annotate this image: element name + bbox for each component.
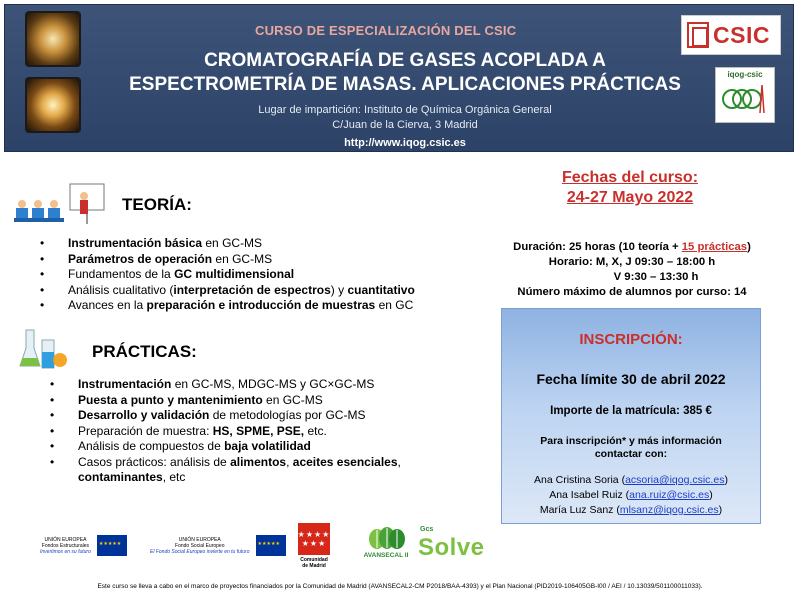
list-item: • Preparación de muestra: HS, SPME, PSE, etc. bbox=[50, 424, 490, 440]
eu-flag-icon bbox=[97, 535, 127, 556]
list-item: • Fundamentos de la GC multidimensional bbox=[40, 267, 480, 283]
list-item: • Casos prácticos: análisis de alimentos, aceites esenciales, contaminantes, etc bbox=[50, 455, 490, 486]
classroom-presentation-icon bbox=[12, 182, 108, 226]
gcs-label: Gcs bbox=[420, 526, 434, 533]
email-link[interactable]: mlsanz@iqog.csic.es bbox=[619, 504, 719, 516]
avansecal-label: AVANSECAL II bbox=[363, 552, 409, 559]
list-item: • Puesta a punto y mantenimiento en GC-MS bbox=[50, 393, 490, 409]
more-info-line2: contactar con: bbox=[594, 448, 668, 460]
course-dates-value: 24-27 Mayo 2022 bbox=[566, 189, 694, 206]
practicas-heading: PRÁCTICAS: bbox=[92, 342, 197, 361]
registration-more-info bbox=[502, 435, 760, 461]
more-info-line1: Para inscripción* y más información bbox=[540, 435, 722, 447]
contact-item: Ana Isabel Ruiz (ana.ruiz@csic.es) bbox=[549, 489, 713, 501]
instrument-photo-bottom bbox=[25, 77, 81, 133]
cam-line1: Comunidad bbox=[300, 557, 328, 563]
eu1-line1: UNIÓN EUROPEA bbox=[44, 536, 87, 543]
eu-structural-funds-logo bbox=[40, 535, 127, 556]
email-link[interactable]: acsoria@iqog.csic.es bbox=[625, 474, 725, 486]
csic-logo bbox=[681, 15, 781, 55]
registration-deadline: Fecha límite 30 de abril 2022 bbox=[536, 371, 726, 387]
header-banner bbox=[4, 4, 794, 152]
eu1-line3: Invertimos en su futuro bbox=[40, 548, 91, 555]
list-item: • Desarrollo y validación de metodologías por GC-MS bbox=[50, 408, 490, 424]
contact-list bbox=[502, 473, 760, 518]
eu2-line2: Fondo Social Europeo bbox=[175, 542, 225, 549]
website-link[interactable]: http://www.iqog.csic.es bbox=[344, 137, 466, 149]
email-link[interactable]: ana.ruiz@csic.es bbox=[629, 489, 710, 501]
venue-line2: C/Juan de la Cierva, 3 Madrid bbox=[332, 119, 478, 131]
teoria-list bbox=[40, 236, 480, 314]
list-item: • Avances en la preparación e introducción de muestras en GC bbox=[40, 298, 480, 314]
eu2-line3: El Fondo Social Europeo invierte en tu futuro bbox=[150, 548, 250, 555]
practicas-list bbox=[50, 377, 490, 486]
contact-item: María Luz Sanz (mlsanz@iqog.csic.es) bbox=[539, 504, 723, 516]
iqog-rings-icon bbox=[720, 81, 770, 117]
course-title bbox=[105, 49, 705, 97]
list-item: • Instrumentación en GC-MS, MDGC-MS y GC×GC-MS bbox=[50, 377, 490, 393]
registration-box bbox=[501, 308, 761, 524]
duration: Duración: 25 horas (10 teoría + 15 prácticas) bbox=[513, 241, 751, 253]
course-title-line2: ESPECTROMETRÍA DE MASAS. APLICACIONES PRÁCTICAS bbox=[129, 74, 681, 95]
venue-line1: Lugar de impartición: Instituto de Química Orgánica General bbox=[258, 104, 552, 116]
course-dates-label: Fechas del curso: bbox=[561, 169, 699, 186]
registration-fee: Importe de la matrícula: 385 € bbox=[550, 405, 712, 417]
contact-item: Ana Cristina Soria (acsoria@iqog.csic.es) bbox=[534, 474, 728, 486]
list-item: • Instrumentación básica en GC-MS bbox=[40, 236, 480, 252]
course-title-line1: CROMATOGRAFÍA DE GASES ACOPLADA A bbox=[204, 50, 606, 71]
eu2-line1: UNIÓN EUROPEA bbox=[178, 536, 221, 543]
iqog-logo-text: iqog-csic bbox=[727, 70, 763, 79]
gcs-solve-logo bbox=[418, 526, 492, 562]
lab-flasks-icon bbox=[18, 326, 68, 372]
madrid-stars-icon: ★★★★ ★★★ bbox=[298, 523, 330, 555]
list-item: • Parámetros de operación en GC-MS bbox=[40, 252, 480, 268]
comunidad-madrid-logo bbox=[296, 523, 332, 569]
cam-line2: de Madrid bbox=[302, 563, 326, 569]
eu-social-fund-logo bbox=[150, 535, 286, 556]
funding-footnote: Este curso se lleva a cabo en el marco de proyectos financiados por la Comunidad de Madrid (AVANSECAL2-CM P2018/BAA-4393) y el Plan Nacional (PID2019-106405GB-I00 / AEI / 10.13039/501100011033). bbox=[97, 583, 703, 590]
csic-logo-text: CSIC bbox=[713, 21, 770, 48]
teoria-heading: TEORÍA: bbox=[122, 195, 192, 214]
iqog-logo bbox=[715, 67, 775, 123]
list-item: • Análisis cualitativo (interpretación de espectros) y cuantitativo bbox=[40, 283, 480, 299]
eu-flag-icon bbox=[256, 535, 286, 556]
venue bbox=[205, 103, 605, 133]
course-kicker: CURSO DE ESPECIALIZACIÓN DEL CSIC bbox=[255, 23, 517, 38]
avansecal-leaves-icon bbox=[366, 526, 406, 550]
eu1-line2: Fondos Estructurales bbox=[41, 542, 90, 549]
course-dates bbox=[520, 168, 740, 208]
max-students: Número máximo de alumnos por curso: 14 bbox=[517, 286, 747, 298]
schedule-line2: V 9:30 – 13:30 h bbox=[613, 271, 699, 283]
registration-heading: INSCRIPCIÓN: bbox=[579, 331, 683, 348]
solve-label: Solve bbox=[418, 534, 485, 561]
schedule-line1: Horario: M, X, J 09:30 – 18:00 h bbox=[548, 256, 716, 268]
course-info bbox=[487, 240, 777, 300]
list-item: • Análisis de compuestos de baja volatilidad bbox=[50, 439, 490, 455]
avansecal-logo bbox=[356, 526, 416, 559]
csic-mark-icon bbox=[687, 22, 709, 48]
instrument-photo-top bbox=[25, 11, 81, 67]
